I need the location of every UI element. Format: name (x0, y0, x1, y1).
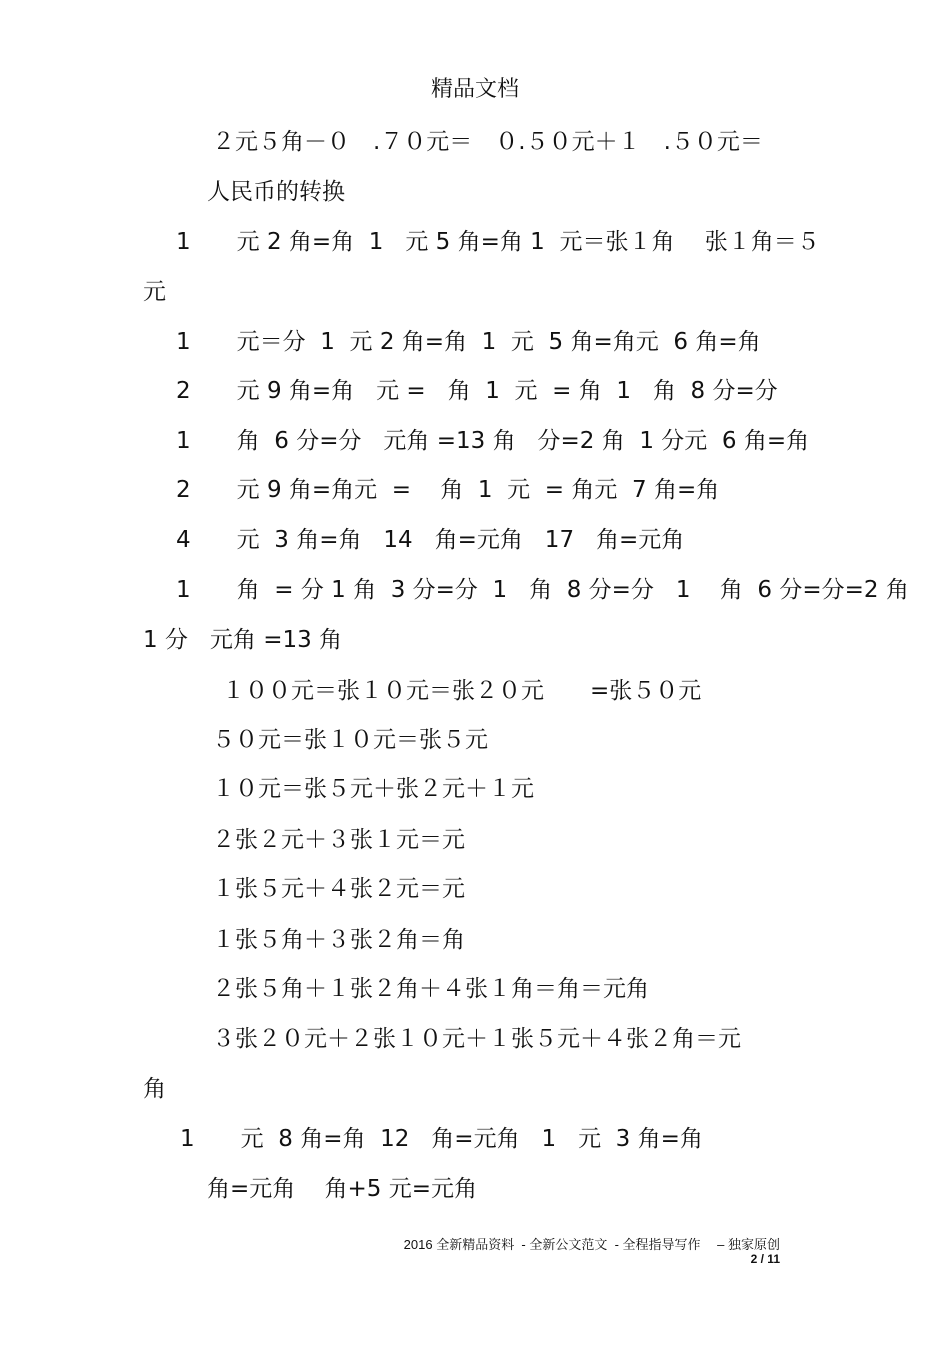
section-heading: 人民币的转换 (207, 179, 345, 205)
page-footer-text: 2016 全新精品资料 - 全新公文范文 - 全程指导写作 – 独家原创 (403, 1237, 780, 1252)
text-line: １张５角＋３张２角＝角 (212, 927, 465, 953)
text-line: １００元＝张１０元＝张２０元 =张５０元 (222, 678, 702, 704)
page-header-title: 精品文档 (430, 77, 519, 102)
text-line: １张５元＋４张２元＝元 (212, 876, 465, 902)
text-line: 元 (143, 279, 166, 305)
text-line: ２张５角＋１张２角＋４张１角＝角＝元角 (212, 976, 649, 1002)
text-line: 1 元 2 角=角 1 元 5 角=角 1 元＝张１角 张１角＝５ (176, 229, 820, 255)
text-line: １０元＝张５元＋张２元＋１元 (212, 776, 534, 802)
text-line: 2 元 9 角=角元 = 角 1 元 = 角元 7 角=角 (176, 477, 720, 503)
text-line: ２张２元＋３张１元＝元 (212, 827, 465, 853)
text-line: 1 分 元角 =13 角 (143, 627, 343, 653)
text-line: 角 (143, 1076, 166, 1102)
text-line: 2 元 9 角=角 元 = 角 1 元 = 角 1 角 8 分=分 (176, 378, 778, 404)
text-line: 角=元角 角+5 元=元角 (207, 1176, 478, 1202)
text-line: 1 元 8 角=角 12 角=元角 1 元 3 角=角 (180, 1126, 703, 1152)
text-line: ５０元＝张１０元＝张５元 (212, 727, 488, 753)
text-line: ２元５角－０ .７０元＝ ０.５０元＋１ .５０元＝ (212, 129, 763, 155)
text-line: 1 角 = 分 1 角 3 分=分 1 角 8 分=分 1 角 6 分=分=2 角 (176, 577, 909, 603)
text-line: ３张２０元＋２张１０元＋１张５元＋４张２角＝元 (212, 1026, 741, 1052)
text-line: 1 元＝分 1 元 2 角=角 1 元 5 角=角元 6 角=角 (176, 329, 761, 355)
page-number: 2 / 11 (750, 1252, 780, 1266)
text-line: 1 角 6 分=分 元角 =13 角 分=2 角 1 分元 6 角=角 (176, 428, 810, 454)
text-line: 4 元 3 角=角 14 角=元角 17 角=元角 (176, 527, 685, 553)
